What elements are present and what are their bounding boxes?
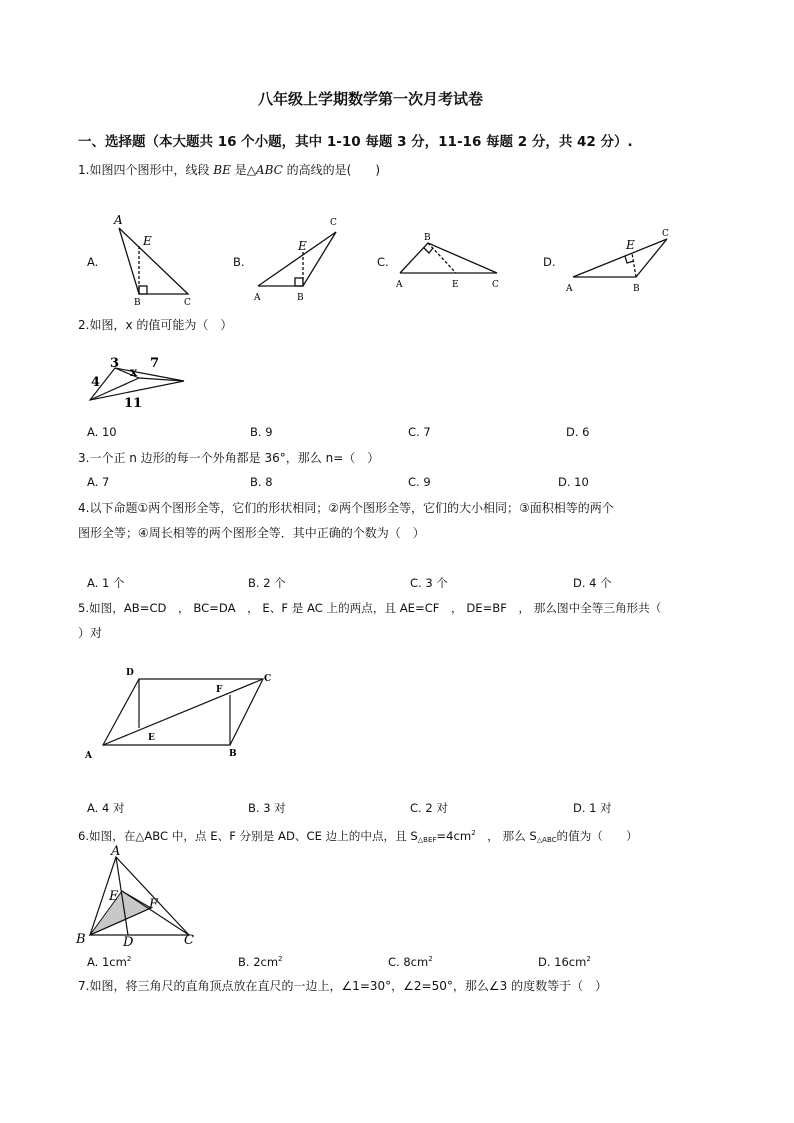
q2-option-a[interactable]: A. 10 [87,425,117,439]
q1-option-d[interactable]: D. [543,255,556,269]
q5-option-a[interactable]: A. 4 对 [87,801,125,815]
q1-figure-b [258,232,336,286]
q6-option-c[interactable] [388,955,433,969]
q6-option-a-text: A. 1cm [87,955,127,969]
q6-stem-post: 的值为（ ） [556,829,638,843]
question-5-line2: ）对 [78,626,103,640]
q5-label-b: B [229,749,237,759]
section-heading: 一、选择题（本大题共 16 个小题，其中 1-10 每题 3 分，11-16 每题 2 分，共 42 分）. [78,134,633,150]
q6-stem-mid2: ， 那么 S [475,829,537,843]
q6-option-c-text: C. 8cm [388,955,429,969]
q5-label-d: D [126,668,134,678]
q1-fig-d-label-b: B [633,284,640,294]
q3-option-d[interactable]: D. 10 [558,475,589,489]
q2-label-11: 11 [124,396,143,411]
q1-option-b[interactable]: B. [233,255,245,269]
q1-fig-c-label-e: E [452,280,459,290]
q4-option-b[interactable]: B. 2 个 [248,576,286,590]
q5-option-b[interactable]: B. 3 对 [248,801,286,815]
q6-option-a[interactable] [87,955,131,969]
q1-fig-b-label-b: B [297,293,304,303]
q4-option-c[interactable]: C. 3 个 [410,576,448,590]
question-4-line2: 图形全等；④周长相等的两个图形全等．其中正确的个数为（ ） [78,526,425,540]
q1-triangle: △ABC [246,163,283,177]
q3-option-b[interactable]: B. 8 [250,475,273,489]
q6-option-a-sup: 2 [126,955,132,963]
q1-fig-c-label-a: A [396,280,403,290]
q1-stem-post: 的高线的是( ) [286,163,381,177]
q6-stem-pre: 6.如图，在△ABC 中，点 E、F 分别是 AD、CE 边上的中点，且 S [78,829,418,843]
q6-label-f: F [149,897,159,912]
q1-fig-b-label-a: A [254,293,261,303]
q1-fig-d-label-e: E [626,238,635,252]
q5-label-e: E [148,733,155,743]
q6-stem-mid: =4cm [436,829,472,843]
q6-label-a: A [111,844,121,859]
q2-option-c[interactable]: C. 7 [408,425,431,439]
q1-segment: BE [213,163,231,177]
q6-sup-1: 2 [471,829,476,837]
q6-label-d: D [123,935,134,950]
q6-option-d-text: D. 16cm [538,955,587,969]
q1-fig-a-label-e: E [143,234,152,248]
q6-label-b: B [76,932,86,947]
q2-option-d[interactable]: D. 6 [566,425,590,439]
question-3-stem: 3.一个正 n 边形的每一个外角都是 36°，那么 n=（ ） [78,451,380,465]
q6-option-b[interactable] [238,955,283,969]
q1-figure-a [119,228,188,294]
q1-fig-a-label-b: B [134,298,141,308]
q2-label-3: 3 [110,356,120,371]
q5-label-a: A [85,751,92,761]
q2-option-b[interactable]: B. 9 [250,425,273,439]
q6-option-d[interactable] [538,955,591,969]
q1-fig-c-label-c: C [492,280,499,290]
q6-figure [70,842,210,950]
question-2-stem: 2.如图，x 的值可能为（ ） [78,318,233,332]
q1-stem-mid: 是 [234,163,247,177]
q1-figures [0,0,794,320]
q5-label-f: F [216,685,223,695]
q1-figure-c [400,243,497,273]
q5-label-c: C [264,674,272,684]
q1-fig-a-label-c: C [184,298,191,308]
q1-fig-a-label-a: A [114,213,123,227]
q6-sub-abc: △ABC [536,836,557,844]
q6-label-c: C [184,933,194,948]
q6-option-c-sup: 2 [428,955,433,963]
q2-label-7: 7 [150,356,160,371]
q1-fig-b-label-e: E [298,239,307,253]
q1-option-a[interactable]: A. [87,255,99,269]
q1-option-c[interactable]: C. [377,255,389,269]
question-4-line1: 4.以下命题①两个图形全等，它们的形状相同；②两个图形全等，它们的大小相同；③面积相等的两个 [78,501,614,515]
q6-label-e: E [109,889,119,904]
q5-figure [80,665,280,765]
q4-option-a[interactable]: A. 1 个 [87,576,125,590]
q3-option-c[interactable]: C. 9 [408,475,431,489]
q5-option-c[interactable]: C. 2 对 [410,801,448,815]
q6-option-b-sup: 2 [278,955,283,963]
q5-option-d[interactable]: D. 1 对 [573,801,612,815]
q6-option-d-sup: 2 [586,955,591,963]
q6-sub-bef: △BEF [417,836,437,844]
q1-fig-b-label-c: C [330,218,337,228]
q2-label-x: x [130,365,138,379]
question-7-stem: 7.如图，将三角尺的直角顶点放在直尺的一边上，∠1=30°，∠2=50°，那么∠3 的度数等于（ ） [78,979,608,993]
q1-fig-c-label-b: B [424,233,431,243]
q4-option-d[interactable]: D. 4 个 [573,576,612,590]
q6-shaded-triangle [90,891,151,935]
q1-fig-d-label-c: C [662,229,669,239]
q2-figure [80,350,200,412]
q6-option-b-text: B. 2cm [238,955,279,969]
question-5-line1: 5.如图，AB=CD ， BC=DA ， E、F 是 AC 上的两点，且 AE=CF ， DE=BF ， 那么图中全等三角形共（ [78,601,662,615]
q1-stem-pre: 1.如图四个图形中，线段 [78,163,210,177]
q1-fig-d-label-a: A [566,284,573,294]
page-title: 八年级上学期数学第一次月考试卷 [258,90,484,108]
q2-label-4: 4 [91,375,101,390]
q3-option-a[interactable]: A. 7 [87,475,110,489]
q1-figure-d [573,239,667,277]
